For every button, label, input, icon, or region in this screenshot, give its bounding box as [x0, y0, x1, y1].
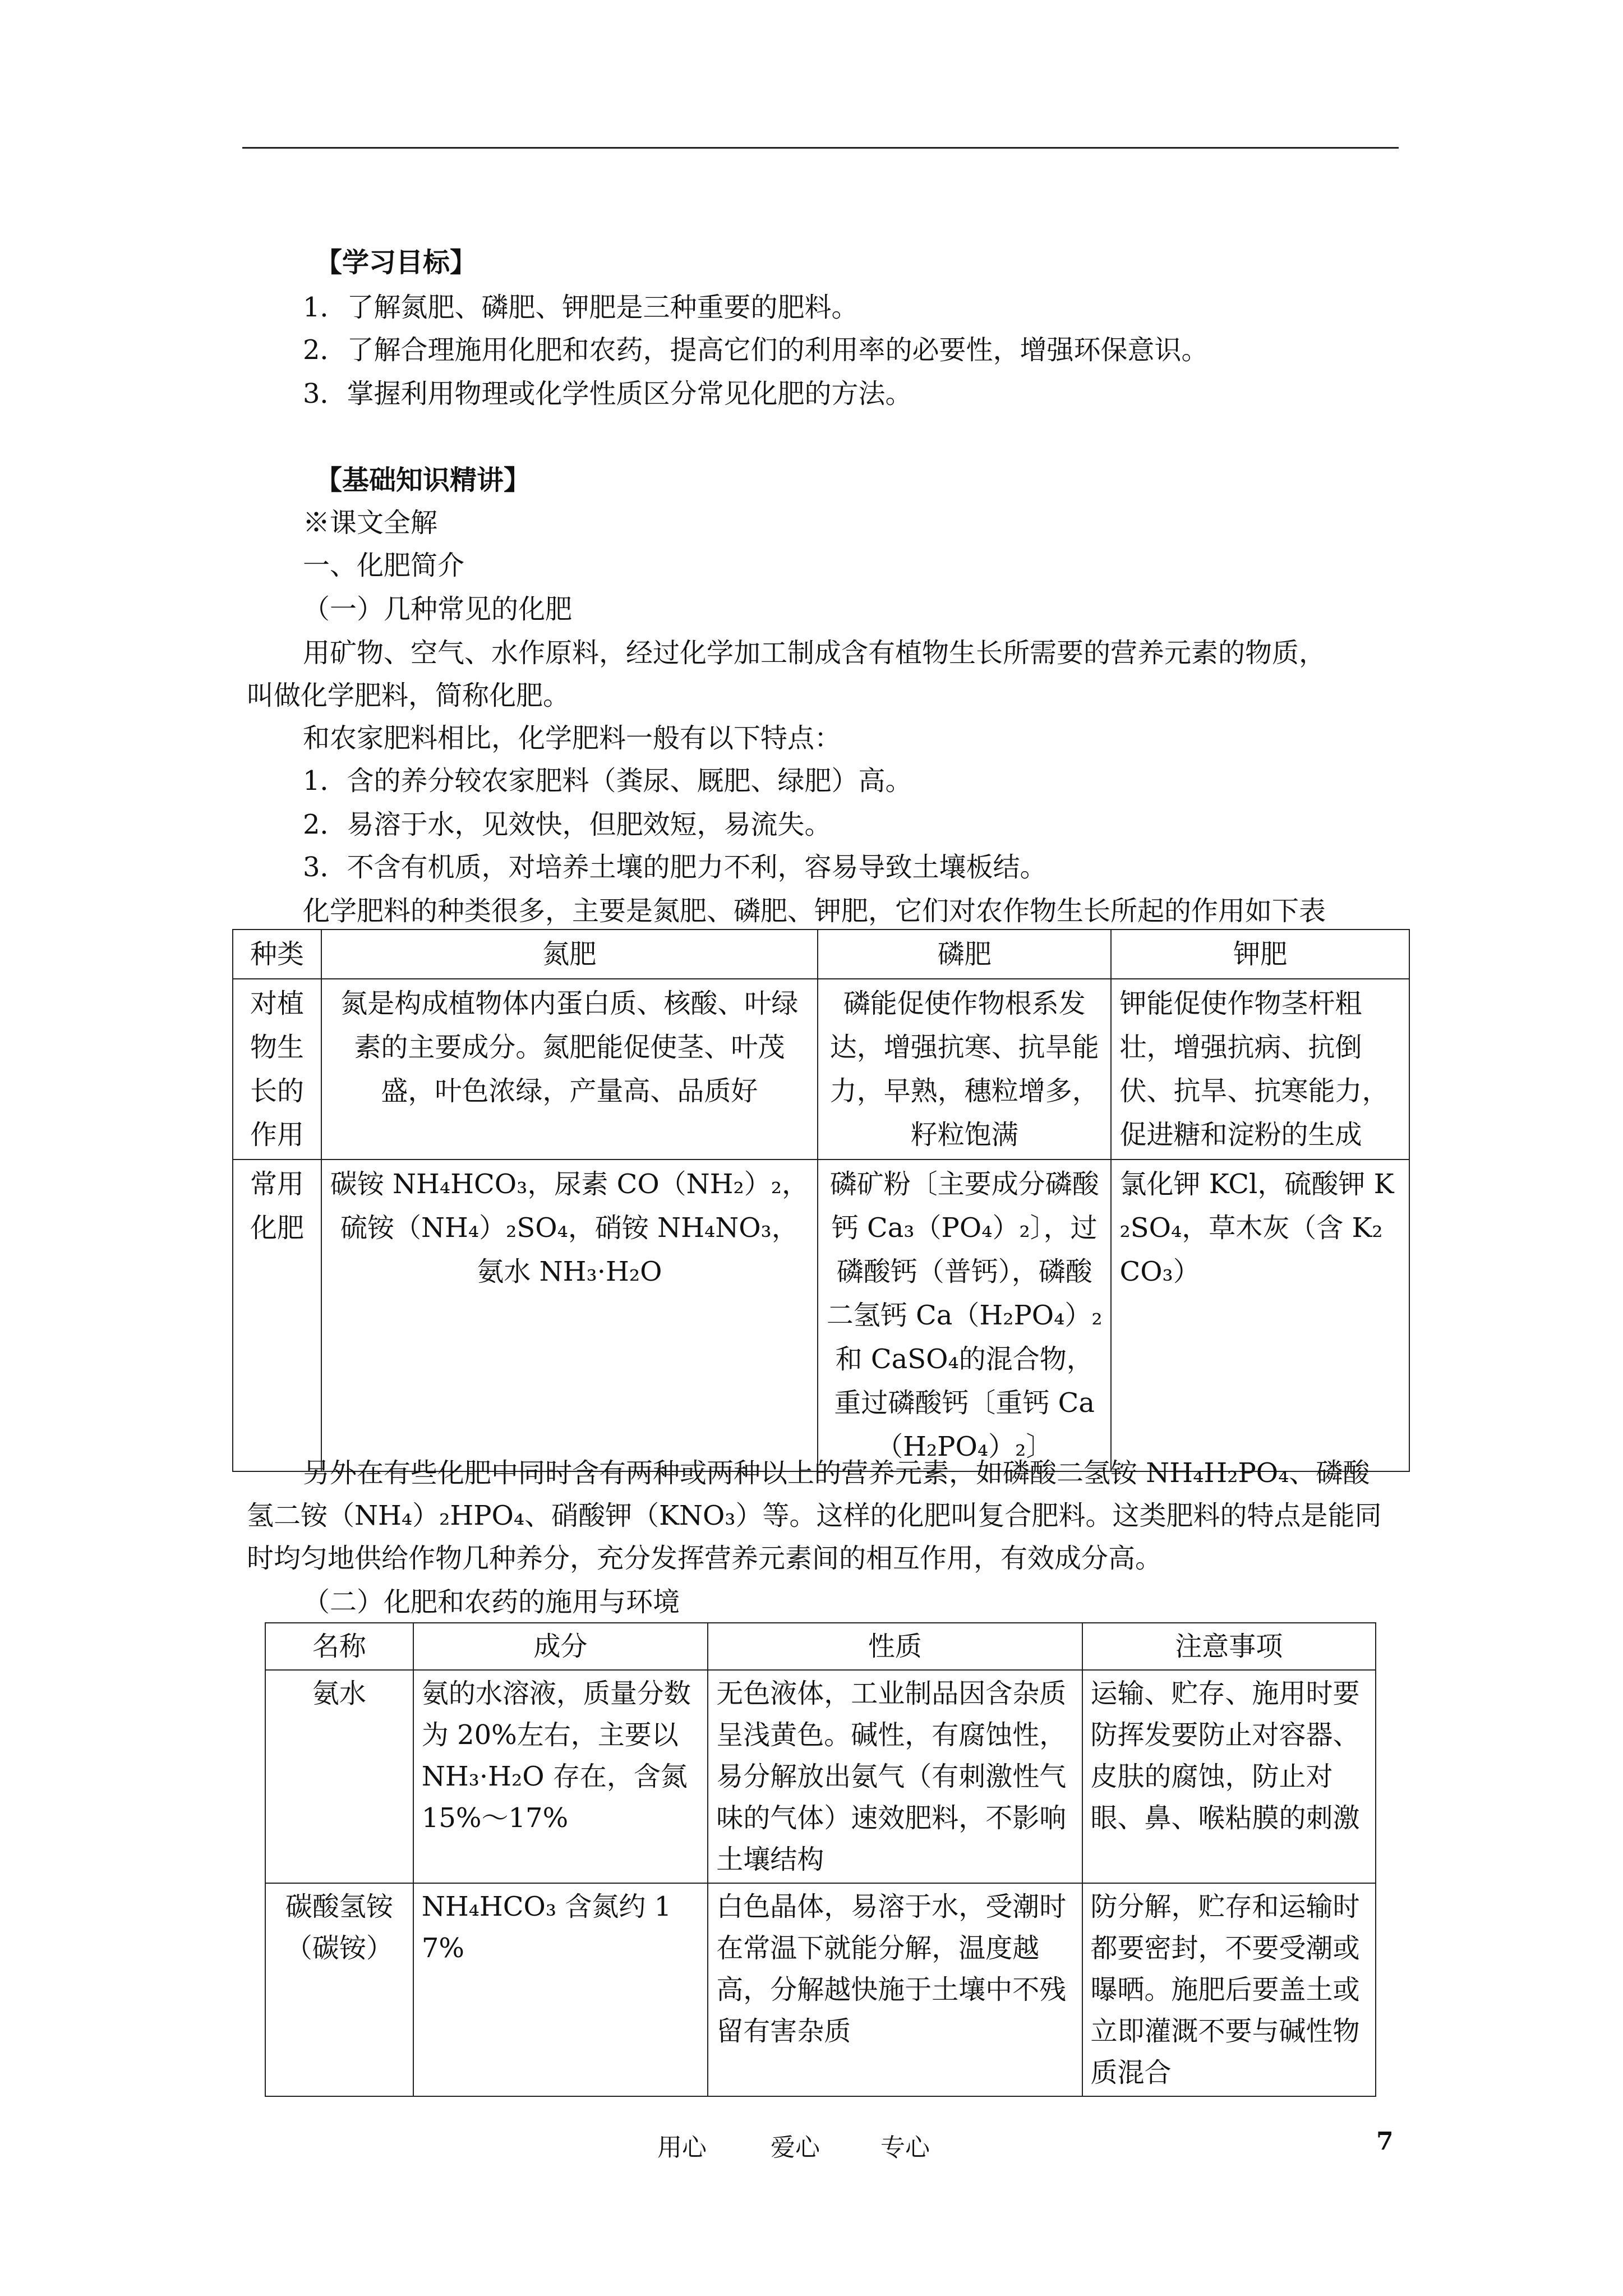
table-row — [265, 1883, 1376, 2096]
table-cell: 氯化钾 KCl，硫酸钾 K₂SO₄，草木灰（含 K₂CO₃） — [1111, 1159, 1409, 1471]
page-number: 7 — [1376, 2127, 1394, 2156]
table-cell: 防分解，贮存和运输时都要密封，不要受潮或曝晒。施肥后要盖土或立即灌溉不要与碱性物质混合 — [1082, 1883, 1376, 2096]
paragraph-features: 和农家肥料相比，化学肥料一般有以下特点： — [303, 723, 842, 754]
section-heading-knowledge: 【基础知识精讲】 — [315, 464, 531, 496]
table-cell: 氨的水溶液，质量分数为 20%左右，主要以 NH₃·H₂O 存在，含氮 15%～17% — [413, 1670, 708, 1883]
fertilizer-table — [232, 929, 1410, 1472]
footer-motto-3: 专心 — [880, 2133, 930, 2162]
table-cell: 碳酸氢铵（碳铵） — [265, 1883, 413, 2096]
paragraph-compound-b: 氢二铵（NH₄）₂HPO₄、硝酸钾（KNO₃）等。这样的化肥叫复合肥料。这类肥料的特点是能同 — [247, 1500, 1382, 1531]
section-heading-goals: 【学习目标】 — [315, 247, 477, 278]
table-cell: 白色晶体，易溶于水，受潮时在常温下就能分解，温度越高，分解越快施于土壤中不残留有害杂质 — [708, 1883, 1082, 2096]
table-cell: 碳铵 NH₄HCO₃，尿素 CO（NH₂）₂，硫铵（NH₄）₂SO₄，硝铵 NH₄NO₃，氨水 NH₃·H₂O — [321, 1159, 818, 1471]
table-cell: 钾能促使作物茎杆粗壮，增强抗病、抗倒伏、抗旱、抗寒能力，促进糖和淀粉的生成 — [1111, 979, 1409, 1159]
subheading-intro: 一、化肥简介 — [303, 550, 465, 581]
paragraph-table-intro: 化学肥料的种类很多，主要是氮肥、磷肥、钾肥，它们对农作物生长所起的作用如下表 — [303, 895, 1326, 927]
table-header-row — [265, 1623, 1376, 1670]
table-cell: 磷矿粉〔主要成分磷酸钙 Ca₃（PO₄）₂〕，过磷酸钙（普钙），磷酸二氢钙 Ca（H₂PO₄）₂和 CaSO₄的混合物，重过磷酸钙〔重钙 Ca（H₂PO₄）₂〕 — [818, 1159, 1112, 1471]
table-cell: 氮是构成植物体内蛋白质、核酸、叶绿素的主要成分。氮肥能促使茎、叶茂盛，叶色浓绿，产量高、品质好 — [321, 979, 818, 1159]
header-rule — [242, 147, 1399, 149]
feature-item-3: 3．不含有机质，对培养土壤的肥力不利，容易导致土壤板结。 — [303, 852, 1047, 883]
table-header: 种类 — [233, 930, 321, 979]
table-header: 成分 — [413, 1623, 708, 1670]
table-row — [233, 979, 1409, 1159]
table-header: 注意事项 — [1082, 1623, 1376, 1670]
feature-item-2: 2．易溶于水，见效快，但肥效短，易流失。 — [303, 809, 832, 840]
table-header: 性质 — [708, 1623, 1082, 1670]
subheading-environment: （二）化肥和农药的施用与环境 — [303, 1586, 680, 1618]
table-cell: 氨水 — [265, 1670, 413, 1883]
table-row — [233, 1159, 1409, 1471]
goal-item-2: 2．了解合理施用化肥和农药，提高它们的利用率的必要性，增强环保意识。 — [303, 334, 1209, 366]
table-cell: 磷能促使作物根系发达，增强抗寒、抗旱能力，早熟，穗粒增多，籽粒饱满 — [818, 979, 1112, 1159]
table-cell: 无色液体，工业制品因含杂质呈浅黄色。碱性，有腐蚀性，易分解放出氨气（有刺激性气味的气体）速效肥料，不影响土壤结构 — [708, 1670, 1082, 1883]
table-header: 名称 — [265, 1623, 413, 1670]
goal-item-3: 3．掌握利用物理或化学性质区分常见化肥的方法。 — [303, 378, 912, 409]
table-cell: NH₄HCO₃ 含氮约 17% — [413, 1883, 708, 2096]
table-row — [265, 1670, 1376, 1883]
goal-item-1: 1．了解氮肥、磷肥、钾肥是三种重要的肥料。 — [303, 292, 859, 323]
feature-item-1: 1．含的养分较农家肥料（粪尿、厩肥、绿肥）高。 — [303, 765, 912, 797]
paragraph-compound-a: 另外在有些化肥中同时含有两种或两种以上的营养元素，如磷酸二氢铵 NH₄H₂PO₄、磷酸 — [303, 1457, 1370, 1489]
subheading-text: ※课文全解 — [303, 507, 438, 539]
table-cell: 常用化肥 — [233, 1159, 321, 1471]
footer-motto-2: 爱心 — [771, 2133, 820, 2162]
table-header: 钾肥 — [1111, 930, 1409, 979]
paragraph-compound-c: 时均匀地供给作物几种养分，充分发挥营养元素间的相互作用，有效成分高。 — [247, 1543, 1163, 1574]
table-cell: 对植物生长的作用 — [233, 979, 321, 1159]
footer-motto-1: 用心 — [657, 2133, 707, 2162]
table-cell: 运输、贮存、施用时要防挥发要防止对容器、皮肤的腐蚀，防止对眼、鼻、喉粘膜的刺激 — [1082, 1670, 1376, 1883]
paragraph-definition-a: 用矿物、空气、水作原料，经过化学加工制成含有植物生长所需要的营养元素的物质， — [303, 637, 1326, 669]
table-header-row — [233, 930, 1409, 979]
application-table — [265, 1622, 1376, 2097]
subheading-common: （一）几种常见的化肥 — [303, 593, 573, 625]
paragraph-definition-b: 叫做化学肥料，简称化肥。 — [247, 680, 570, 711]
table-header: 磷肥 — [818, 930, 1112, 979]
table-header: 氮肥 — [321, 930, 818, 979]
